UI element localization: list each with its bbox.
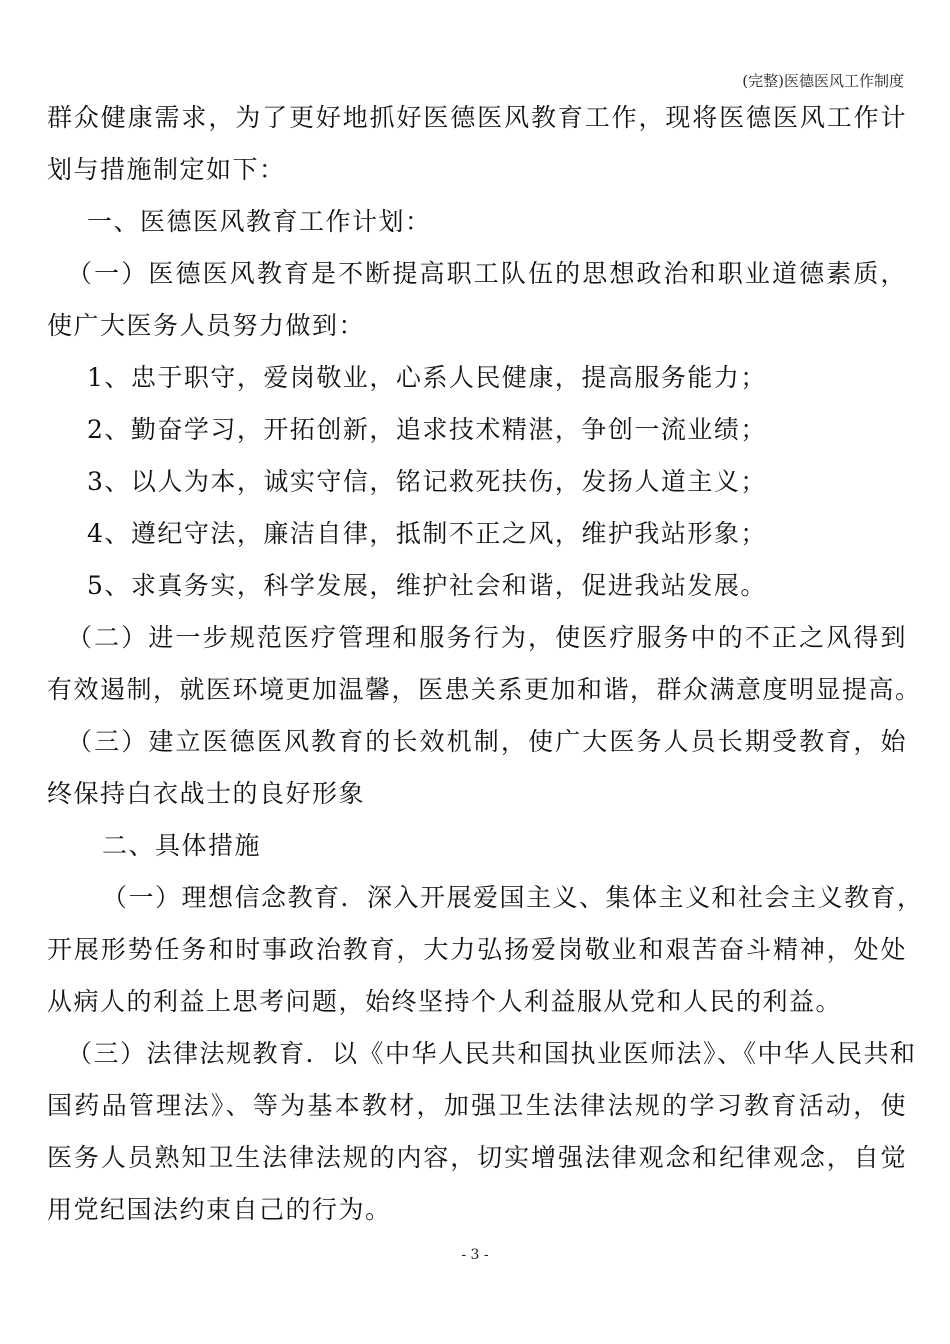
text-line: 3、以人为本，诚实守信，铭记救死扶伤，发扬人道主义； — [87, 467, 767, 496]
text-line: 用党纪国法约束自己的行为。 — [47, 1195, 392, 1224]
text-line: （一）医德医风教育是不断提高职工队伍的思想政治和职业道德素质， — [67, 259, 907, 288]
text-line: 使广大医务人员努力做到： — [47, 311, 366, 340]
text-line: 国药品管理法》、等为基本教材，加强卫生法律法规的学习教育活动，使 — [47, 1091, 907, 1120]
text-line: 医务人员熟知卫生法律法规的内容，切实增强法律观念和纪律观念，自觉 — [47, 1143, 907, 1172]
text-line: 划与措施制定如下： — [47, 155, 286, 184]
text-line: （三）建立医德医风教育的长效机制，使广大医务人员长期受教育，始 — [67, 727, 907, 756]
text-line: （二）进一步规范医疗管理和服务行为，使医疗服务中的不正之风得到 — [67, 623, 907, 652]
text-line: 群众健康需求，为了更好地抓好医德医风教育工作，现将医德医风工作计 — [47, 103, 907, 132]
running-header: (完整)医德医风工作制度 — [742, 72, 904, 90]
text-line: 二、具体措施 — [102, 831, 262, 860]
text-line: 4、遵纪守法，廉洁自律，抵制不正之风，维护我站形象； — [87, 519, 767, 548]
text-line: 有效遏制，就医环境更加温馨，医患关系更加和谐，群众满意度明显提高。 — [47, 675, 922, 704]
text-line: 1、忠于职守，爱岗敬业，心系人民健康，提高服务能力； — [87, 363, 767, 392]
text-line: （三）法律法规教育．以《中华人民共和国执业医师法》、《中华人民共和 — [67, 1039, 917, 1068]
text-line: 从病人的利益上思考问题，始终坚持个人利益服从党和人民的利益。 — [47, 987, 843, 1016]
text-line: （一）理想信念教育．深入开展爱国主义、集体主义和社会主义教育， — [102, 883, 924, 912]
text-line: 开展形势任务和时事政治教育，大力弘扬爱岗敬业和艰苦奋斗精神，处处 — [47, 935, 907, 964]
text-line: 2、勤奋学习，开拓创新，追求技术精湛，争创一流业绩； — [87, 415, 767, 444]
page-number: - 3 - — [461, 1247, 489, 1263]
document-body — [47, 92, 924, 1236]
text-line: 终保持白衣战士的良好形象 — [47, 779, 366, 808]
text-line: 5、求真务实，科学发展，维护社会和谐，促进我站发展。 — [87, 571, 767, 600]
text-line: 一、医德医风教育工作计划： — [87, 207, 432, 236]
